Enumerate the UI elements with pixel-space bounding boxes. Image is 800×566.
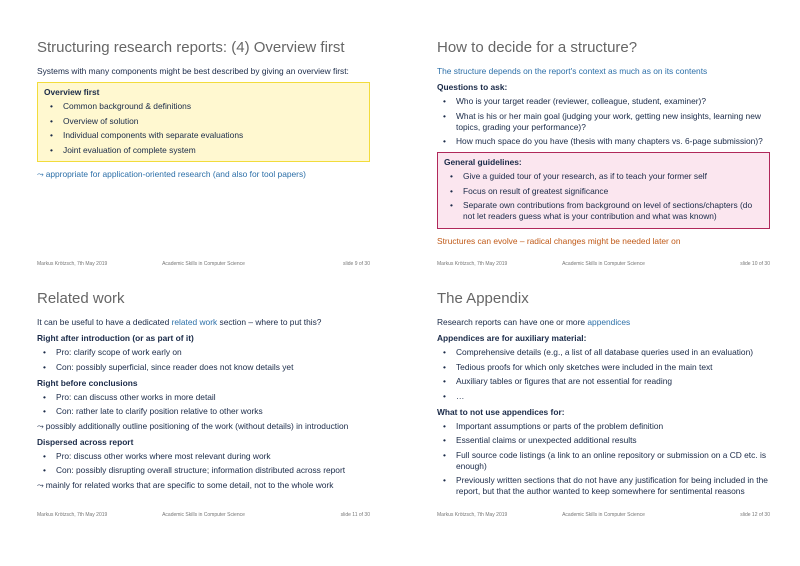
list-item: • Give a guided tour of your research, as if to teach your former self <box>450 171 707 181</box>
list-item: • Focus on result of greatest significance <box>450 185 609 196</box>
leadsto-text: ⤳ possibly additionally outline positioning of the work (without details) in introduction <box>37 420 349 431</box>
footer-slide-number: slide 12 of 30 <box>740 512 770 518</box>
overview-list <box>44 101 363 156</box>
bullet-icon: • <box>450 185 453 196</box>
slide-title: Related work <box>37 290 125 307</box>
slide-body <box>437 66 770 252</box>
section-heading: Right before conclusions <box>37 377 138 388</box>
list-item: • Pro: clarify scope of work early on <box>43 347 182 357</box>
bullet-icon: • <box>443 361 446 372</box>
bullet-icon: • <box>450 200 453 210</box>
footer-author: Markus Krötzsch, 7th May 2019 <box>37 261 108 267</box>
section-heading: Appendices are for auxiliary material: <box>437 333 587 343</box>
list-item: • Con: rather late to clarify position relative to other works <box>43 406 263 416</box>
list-item: • Overview of solution <box>50 115 139 126</box>
highlighted-term: appendices <box>587 317 631 327</box>
bullet-icon: • <box>43 406 46 416</box>
list-item: • What is his or her main goal (judging your work, getting new insights, learning new topics, grading your performance)? <box>443 110 761 132</box>
slide-body <box>37 66 370 185</box>
bullet-icon: • <box>43 347 46 357</box>
slide-title: The Appendix <box>437 290 529 307</box>
leadsto-arrow-icon: ⤳ <box>37 479 44 490</box>
list-item: • Con: possibly disrupting overall structure; information distributed across report <box>43 465 346 475</box>
footer-author: Markus Krötzsch, 7th May 2019 <box>437 261 508 267</box>
list-item: • Individual components with separate evaluations <box>50 130 244 140</box>
slide-12 <box>400 283 800 566</box>
list-item: • Full source code listings (a link to an online repository or submission on a CD etc. is enough) <box>443 449 767 471</box>
guidelines-list <box>444 171 763 222</box>
bullet-icon: • <box>443 475 446 485</box>
highlighted-term: related work <box>171 317 218 327</box>
list-item: • Who is your target reader (reviewer, colleague, student, examiner)? <box>443 96 706 106</box>
list-item: • Common background & definitions <box>50 101 192 111</box>
slide-9 <box>0 0 400 283</box>
bullet-icon: • <box>50 101 53 111</box>
footer-author: Markus Krötzsch, 7th May 2019 <box>37 512 108 518</box>
list-item: • Auxiliary tables or figures that are not essential for reading <box>443 376 673 386</box>
list-item: • Pro: can discuss other works in more detail <box>43 391 216 402</box>
bullet-icon: • <box>450 171 453 181</box>
leadsto-arrow-icon: ⤳ <box>37 169 44 179</box>
bullet-icon: • <box>443 390 446 401</box>
slide-title: Structuring research reports: (4) Overview first <box>37 39 345 56</box>
bullet-icon: • <box>443 136 446 146</box>
note-text: Structures can evolve – radical changes might be needed later on <box>437 235 681 246</box>
section-heading: What to not use appendices for: <box>437 406 565 417</box>
footer-slide-number: slide 10 of 30 <box>740 261 770 267</box>
bullet-icon: • <box>443 96 446 106</box>
intro-text: The structure depends on the report's context as much as on its contents <box>437 66 708 76</box>
intro-text: Systems with many components might be best described by giving an overview first: <box>37 66 349 76</box>
bullet-icon: • <box>50 115 53 126</box>
bullet-icon: • <box>43 391 46 402</box>
bullet-icon: • <box>43 450 46 461</box>
bullet-icon: • <box>443 347 446 357</box>
box-heading: Overview first <box>44 87 100 97</box>
leadsto-arrow-icon: ⤳ <box>37 420 44 431</box>
section-list <box>37 451 370 477</box>
bullet-icon: • <box>50 144 53 155</box>
bullet-icon: • <box>443 435 446 445</box>
footer-course: Academic Skills in Computer Science <box>562 261 645 267</box>
section-list <box>37 392 370 418</box>
list-item: • Pro: discuss other works where most relevant during work <box>43 450 271 461</box>
section-heading: Right after introduction (or as part of it) <box>37 333 194 343</box>
list-item: • Separate own contributions from background on level of sections/chapters (do not let readers guess what is your contribution and what was known) <box>450 200 753 221</box>
list-item: • Previously written sections that do not have any justification for being included in the report, but that the author wanted to keep somewhere for sentimental reasons <box>443 475 768 496</box>
guidelines-box <box>437 152 770 229</box>
slide-10 <box>400 0 800 283</box>
list-item: • … <box>443 390 465 401</box>
list-item: • Important assumptions or parts of the problem definition <box>443 420 664 431</box>
section-list <box>437 421 770 498</box>
bullet-icon: • <box>50 130 53 140</box>
intro-text: It can be useful to have a dedicated related work section – where to put this? <box>37 317 322 327</box>
leadsto-text: ⤳ mainly for related works that are specific to some detail, not to the whole work <box>37 479 334 490</box>
footer-course: Academic Skills in Computer Science <box>562 512 645 518</box>
section-list <box>437 347 770 402</box>
list-item: • Comprehensive details (e.g., a list of all database queries used in an evaluation) <box>443 347 754 357</box>
bullet-icon: • <box>443 420 446 431</box>
conclusion-text: ⤳ appropriate for application-oriented research (and also for tool papers) <box>37 169 306 179</box>
questions-list <box>437 96 770 147</box>
questions-heading: Questions to ask: <box>437 82 508 92</box>
list-item: • Joint evaluation of complete system <box>50 144 196 155</box>
slide-11 <box>0 283 400 566</box>
section-heading: Dispersed across report <box>37 436 134 447</box>
footer-slide-number: slide 11 of 30 <box>340 512 370 518</box>
footer-author: Markus Krötzsch, 7th May 2019 <box>437 512 508 518</box>
bullet-icon: • <box>43 465 46 475</box>
box-heading: General guidelines: <box>444 157 522 167</box>
footer-slide-number: slide 9 of 30 <box>343 261 370 267</box>
slide-body <box>37 317 370 496</box>
bullet-icon: • <box>443 110 446 121</box>
bullet-icon: • <box>443 376 446 386</box>
overview-box <box>37 82 370 162</box>
list-item: • Tedious proofs for which only sketches were included in the main text <box>443 361 713 372</box>
bullet-icon: • <box>43 361 46 372</box>
list-item: • How much space do you have (thesis with many chapters vs. 6-page submission)? <box>443 136 763 146</box>
slide-title: How to decide for a structure? <box>437 39 638 56</box>
slide-body <box>437 317 770 502</box>
intro-text: Research reports can have one or more appendices <box>437 317 631 327</box>
section-list <box>37 347 370 373</box>
footer-course: Academic Skills in Computer Science <box>162 512 245 518</box>
bullet-icon: • <box>443 449 446 460</box>
footer-course: Academic Skills in Computer Science <box>162 261 245 267</box>
list-item: • Con: possibly superficial, since reader does not know details yet <box>43 361 294 372</box>
list-item: • Essential claims or unexpected additional results <box>443 435 637 445</box>
